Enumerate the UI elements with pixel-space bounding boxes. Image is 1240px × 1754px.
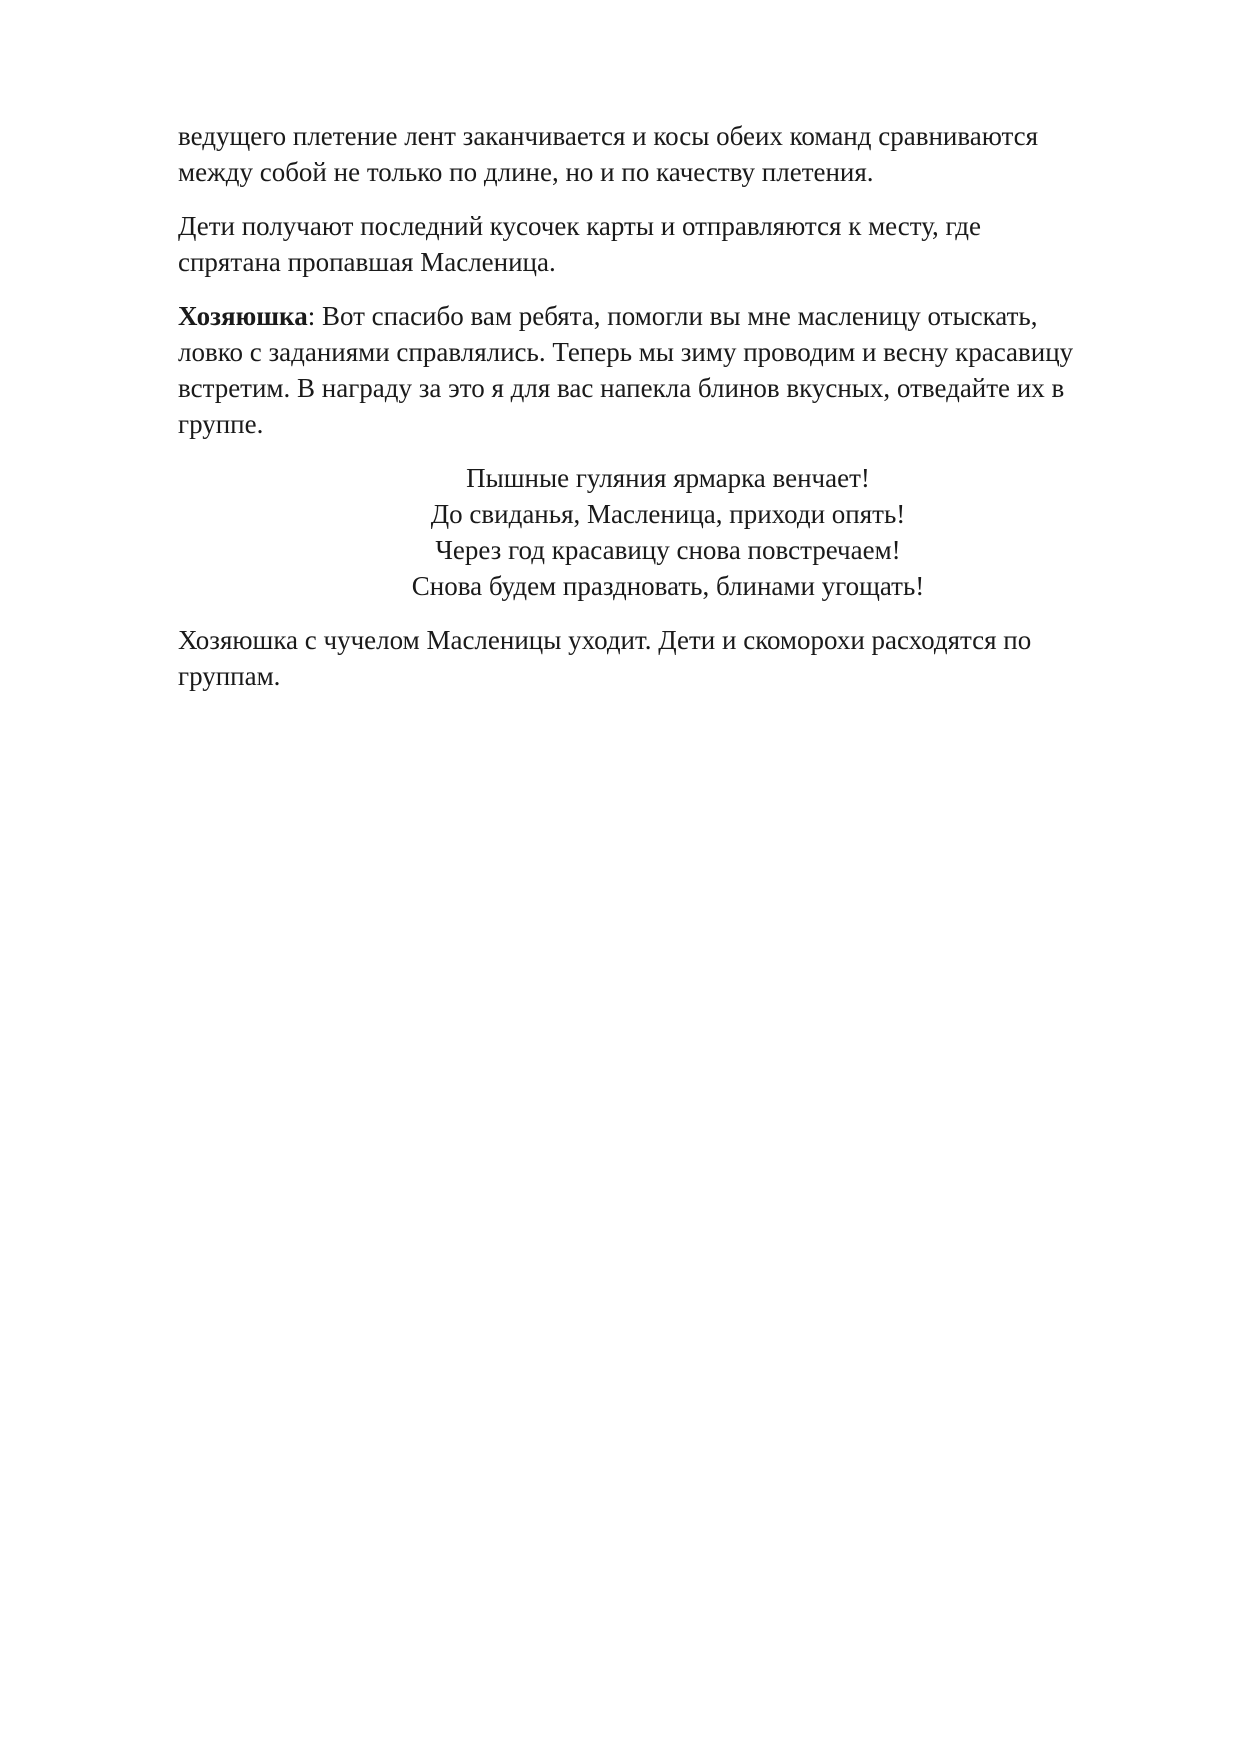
poem-line: До свиданья, Масленица, приходи опять! <box>430 499 906 529</box>
text-line: группам. <box>178 661 281 691</box>
poem-line: Через год красавицу снова повстречаем! <box>435 535 901 565</box>
document-body <box>178 118 1158 712</box>
poem-line: Снова будем праздновать, блинами угощать! <box>411 571 925 601</box>
paragraph-closing <box>178 622 1158 694</box>
poem-stanza <box>178 460 1158 604</box>
poem-line: Пышные гуляния ярмарка венчает! <box>466 463 870 493</box>
text-line: ловко с заданиями справлялись. Теперь мы зиму проводим и весну красавицу <box>178 337 1074 367</box>
text-line: ведущего плетение лент заканчивается и косы обеих команд сравниваются <box>178 121 1039 151</box>
text-line <box>178 298 1158 334</box>
text-line: группе. <box>178 409 264 439</box>
paragraph-ribbon-weaving <box>178 118 1158 190</box>
text-line: Дети получают последний кусочек карты и отправляются к месту, где <box>178 211 981 241</box>
speaker-name: Хозяюшка <box>178 301 308 331</box>
paragraph-last-map-piece <box>178 208 1158 280</box>
text-line: встретим. В награду за это я для вас напекла блинов вкусных, отведайте их в <box>178 373 1065 403</box>
text-line: Хозяюшка с чучелом Масленицы уходит. Дети и скоморохи расходятся по <box>178 625 1032 655</box>
text-line: между собой не только по длине, но и по качеству плетения. <box>178 157 874 187</box>
paragraph-hostess-speech <box>178 298 1158 442</box>
speech-text: : Вот спасибо вам ребята, помогли вы мне масленицу отыскать, <box>307 301 1038 331</box>
text-line: спрятана пропавшая Масленица. <box>178 247 556 277</box>
